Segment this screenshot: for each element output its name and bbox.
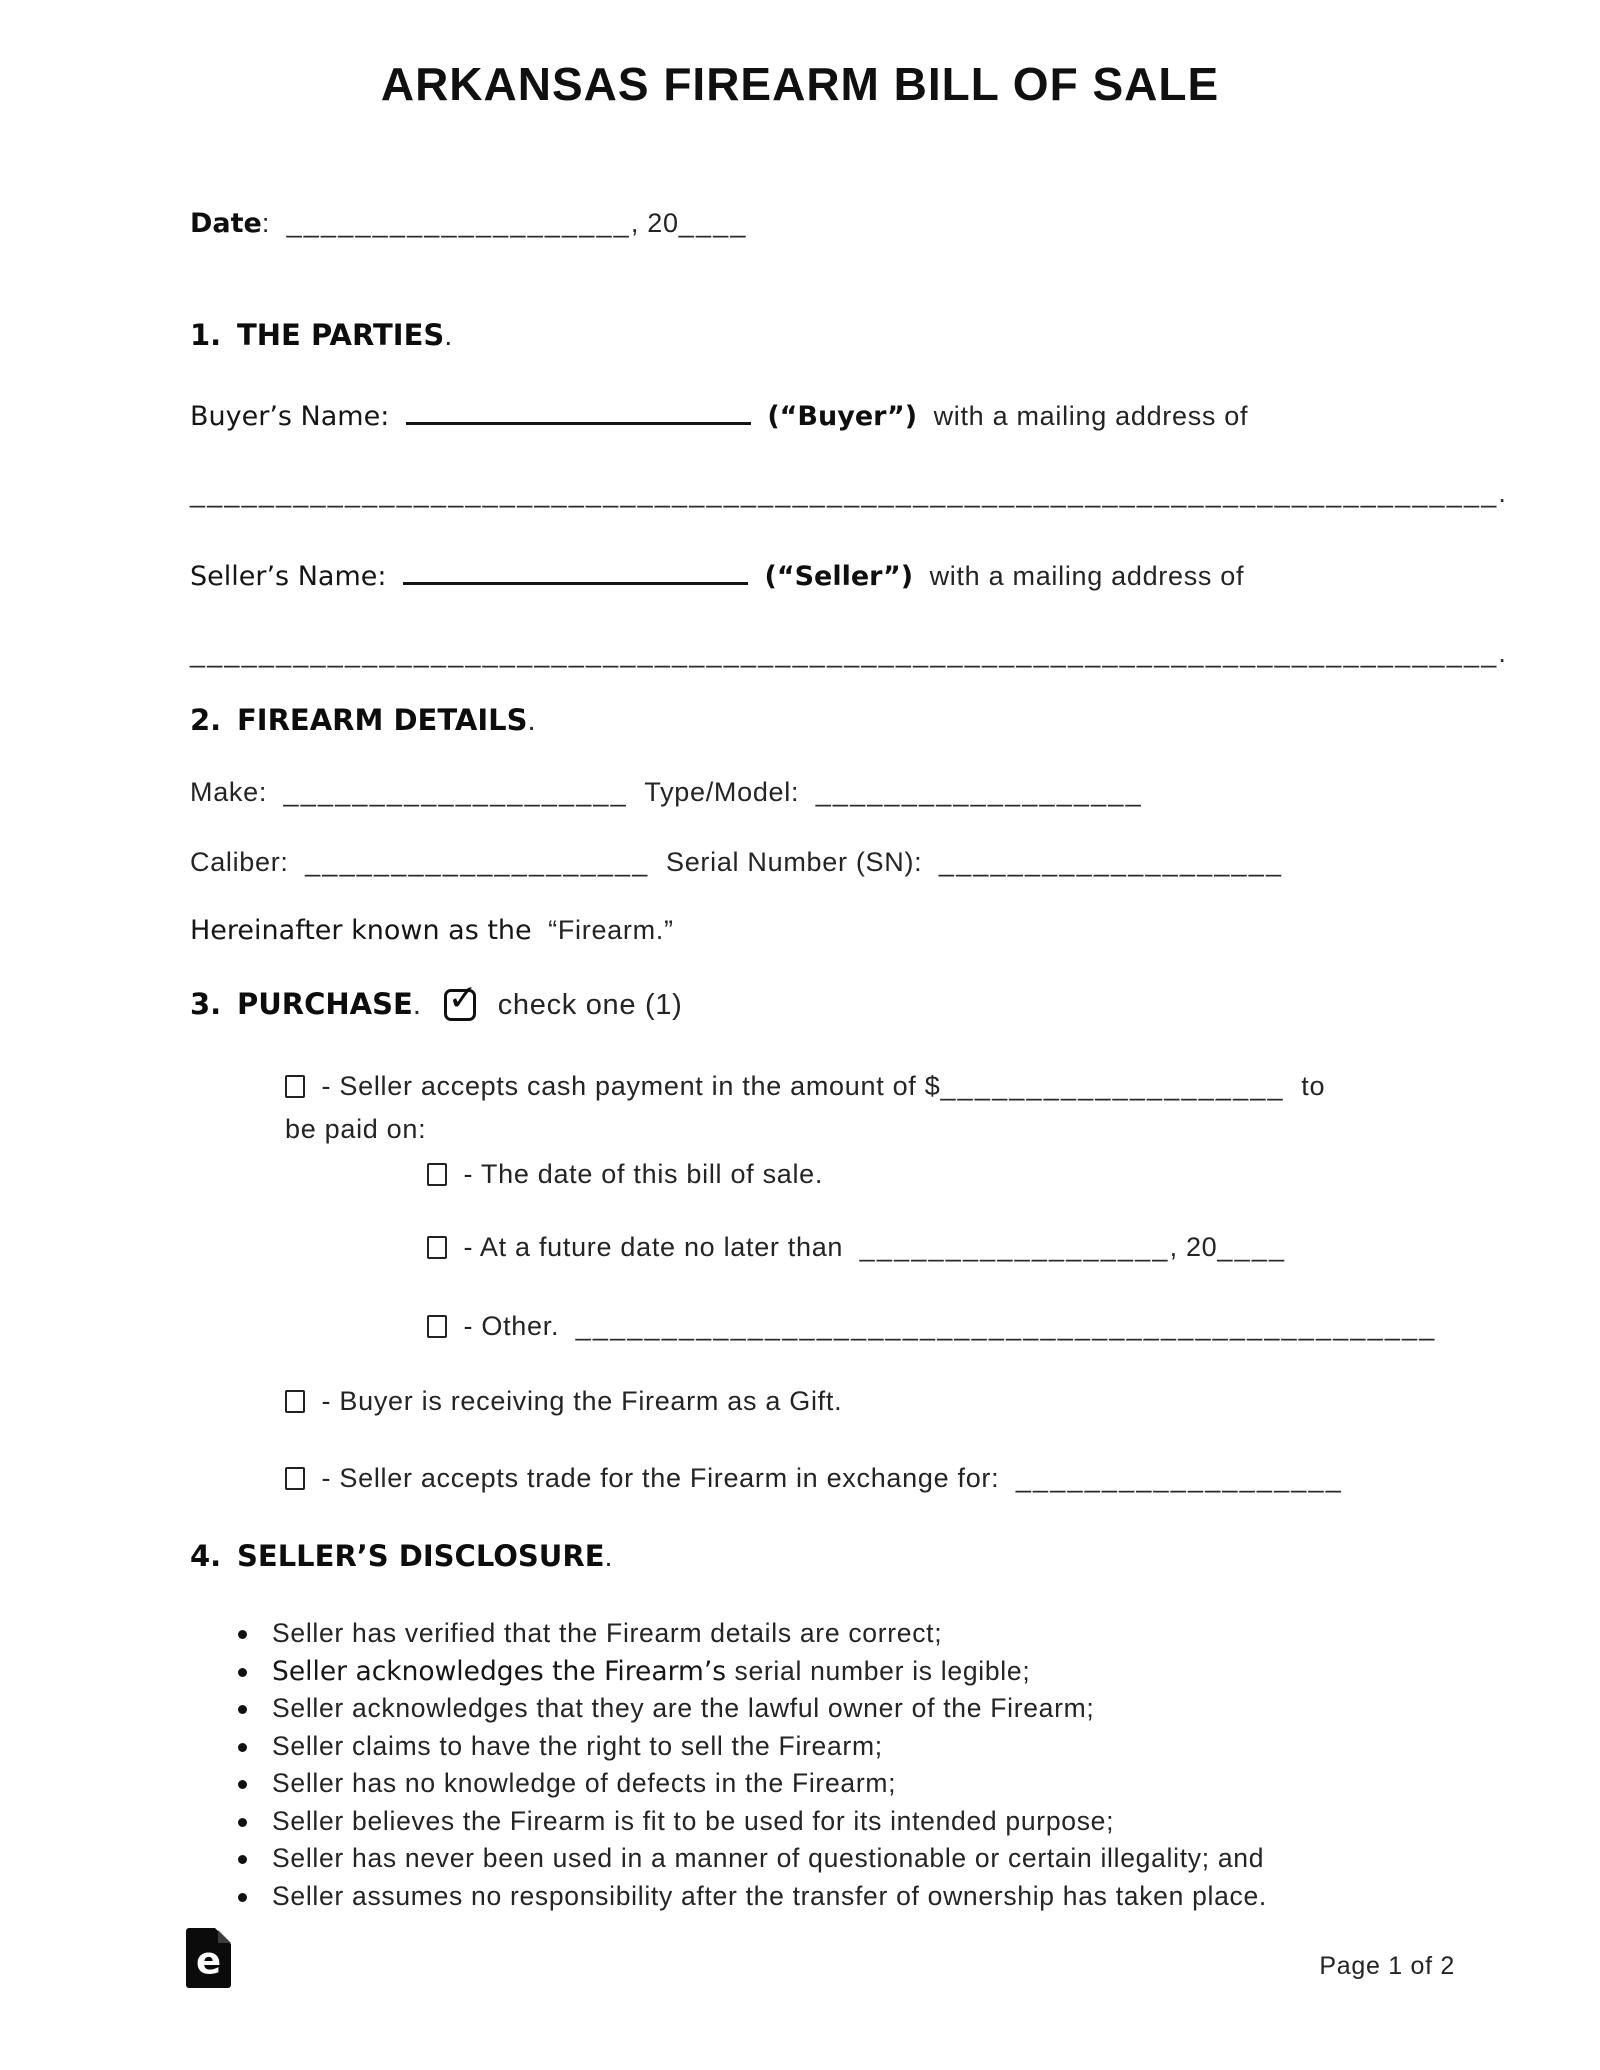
- type-model-label: Type/Model:: [644, 777, 800, 807]
- checkbox-gift[interactable]: [285, 1390, 305, 1413]
- disclosure-bullet-6: [236, 1803, 1410, 1841]
- option-date-of-sale-text: - The date of this bill of sale.: [463, 1159, 824, 1189]
- checkbox-date-of-sale[interactable]: [427, 1163, 447, 1186]
- serial-number-blank[interactable]: ____________________: [938, 847, 1284, 877]
- section-4-number: 4.: [190, 1539, 222, 1573]
- bullet-text: Seller acknowledges that they are the lawful owner of the Firearm;: [272, 1693, 1095, 1723]
- option-other-text: - Other.: [463, 1311, 560, 1341]
- seller-tail: with a mailing address of: [929, 561, 1245, 591]
- bullet-text: Seller has verified that the Firearm details are correct;: [272, 1618, 943, 1648]
- option-future-date-year-blank[interactable]: ____: [1217, 1232, 1287, 1262]
- bullet-text: Seller assumes no responsibility after the transfer of ownership has taken place.: [272, 1880, 1267, 1911]
- buyer-paren: (“Buyer”): [767, 401, 918, 432]
- section-1-title: THE PARTIES: [237, 318, 445, 352]
- caliber-sn-line: [190, 845, 1410, 879]
- bullet-lead: Seller acknowledges the Firearm’s: [272, 1655, 735, 1687]
- section-3-title: PURCHASE: [237, 987, 413, 1021]
- purchase-option-other: [190, 1305, 1437, 1348]
- option-cash-text: - Seller accepts cash payment in the amount of $: [321, 1071, 941, 1101]
- buyer-address-line: [190, 476, 1509, 510]
- checkbox-trade[interactable]: [285, 1467, 305, 1490]
- checkbox-future-date[interactable]: [427, 1236, 447, 1259]
- checkbox-cash[interactable]: [285, 1075, 305, 1098]
- disclosure-bullet-2: [236, 1653, 1410, 1691]
- disclosure-bullet-8: [236, 1878, 1410, 1916]
- section-1-period: .: [444, 320, 454, 352]
- section-2-period: .: [527, 705, 537, 737]
- section-2-title: FIREARM DETAILS: [237, 703, 528, 737]
- disclosure-bullet-5: [236, 1765, 1410, 1803]
- hereinafter-lead: Hereinafter known as the: [190, 915, 532, 946]
- option-cash-tail: to: [1301, 1071, 1326, 1101]
- seller-address-blank[interactable]: ____________________________________________________________________________.: [190, 638, 1509, 668]
- option-future-date-text: - At a future date no later than: [463, 1232, 844, 1262]
- date-colon: :: [261, 208, 271, 238]
- date-year-blank[interactable]: ____: [678, 208, 748, 238]
- type-model-blank[interactable]: ___________________: [815, 777, 1143, 807]
- option-trade-text: - Seller accepts trade for the Firearm in exchange for:: [321, 1463, 1000, 1493]
- date-suffix: , 20: [630, 208, 679, 238]
- purchase-option-date-of-sale: [190, 1153, 1410, 1196]
- bullet-text: Seller has no knowledge of defects in the Firearm;: [272, 1768, 897, 1798]
- section-1-heading: [190, 317, 1410, 354]
- purchase-option-trade: [190, 1457, 1410, 1500]
- disclosure-list: [190, 1615, 1410, 1915]
- document-title: ARKANSAS FIREARM BILL OF SALE: [380, 58, 1220, 110]
- eforms-logo-letter: e: [195, 1939, 222, 1983]
- disclosure-bullet-1: [236, 1615, 1410, 1653]
- disclosure-bullet-3: [236, 1690, 1410, 1728]
- buyers-name-label: Buyer’s Name:: [190, 401, 390, 432]
- check-one-note: check one (1): [497, 989, 683, 1021]
- option-gift-text: - Buyer is receiving the Firearm as a Gift.: [321, 1386, 843, 1416]
- check-mark-icon: ✓: [447, 978, 478, 1019]
- make-label: Make:: [190, 777, 268, 807]
- buyer-address-blank[interactable]: ____________________________________________________________________________.: [190, 478, 1509, 508]
- make-blank[interactable]: ____________________: [283, 777, 628, 807]
- section-3-heading: [190, 978, 1410, 1023]
- option-future-date-blank[interactable]: __________________: [859, 1232, 1170, 1262]
- option-cash-line2: be paid on:: [285, 1114, 427, 1144]
- caliber-blank[interactable]: ____________________: [305, 847, 650, 877]
- date-blank[interactable]: ____________________: [286, 208, 631, 238]
- section-4-title: SELLER’S DISCLOSURE: [237, 1539, 605, 1573]
- seller-name-line: [190, 554, 1410, 594]
- date-label: Date: [190, 208, 262, 239]
- option-future-date-mid: , 20: [1169, 1232, 1218, 1262]
- purchase-option-gift: [190, 1380, 1410, 1423]
- make-type-line: [190, 775, 1410, 809]
- section-2-heading: [190, 702, 1410, 739]
- purchase-option-cash: [190, 1065, 1410, 1151]
- buyer-tail: with a mailing address of: [933, 401, 1249, 431]
- section-3-period: .: [412, 989, 422, 1021]
- disclosure-bullet-4: [236, 1728, 1410, 1766]
- checkbox-other[interactable]: [427, 1315, 447, 1338]
- section-1-number: 1.: [190, 318, 222, 352]
- seller-paren: (“Seller”): [764, 561, 914, 592]
- seller-address-line: [190, 636, 1509, 670]
- checked-checkbox[interactable]: [444, 978, 478, 1021]
- hereinafter-line: [190, 913, 1410, 948]
- buyer-name-line: [190, 394, 1410, 434]
- section-3-number: 3.: [190, 987, 222, 1021]
- bullet-text: Seller believes the Firearm is fit to be used for its intended purpose;: [272, 1805, 1115, 1836]
- bullet-text: Seller has never been used in a manner of questionable or certain illegality; and: [272, 1843, 1265, 1873]
- sellers-name-label: Seller’s Name:: [190, 561, 387, 592]
- section-2-number: 2.: [190, 703, 222, 737]
- eforms-logo: [186, 1928, 231, 1988]
- section-4-heading: [190, 1538, 1410, 1575]
- bullet-text: Seller claims to have the right to sell the Firearm;: [272, 1730, 883, 1761]
- date-line: [190, 206, 1410, 241]
- firearm-quoted: “Firearm.”: [548, 915, 674, 945]
- buyer-name-blank[interactable]: [406, 394, 751, 425]
- option-trade-blank[interactable]: ___________________: [1015, 1463, 1343, 1493]
- option-other-blank[interactable]: __________________________________________________: [575, 1311, 1437, 1341]
- bullet-text: serial number is legible;: [734, 1655, 1031, 1686]
- section-4-period: .: [604, 1541, 614, 1573]
- caliber-label: Caliber:: [190, 847, 289, 877]
- serial-number-label: Serial Number (SN):: [666, 847, 923, 877]
- page-indicator: Page 1 of 2: [1319, 1952, 1455, 1980]
- seller-name-blank[interactable]: [403, 554, 748, 585]
- option-cash-amount-blank[interactable]: ____________________: [940, 1071, 1285, 1101]
- disclosure-bullet-7: [236, 1840, 1410, 1878]
- purchase-option-future-date: [190, 1226, 1410, 1269]
